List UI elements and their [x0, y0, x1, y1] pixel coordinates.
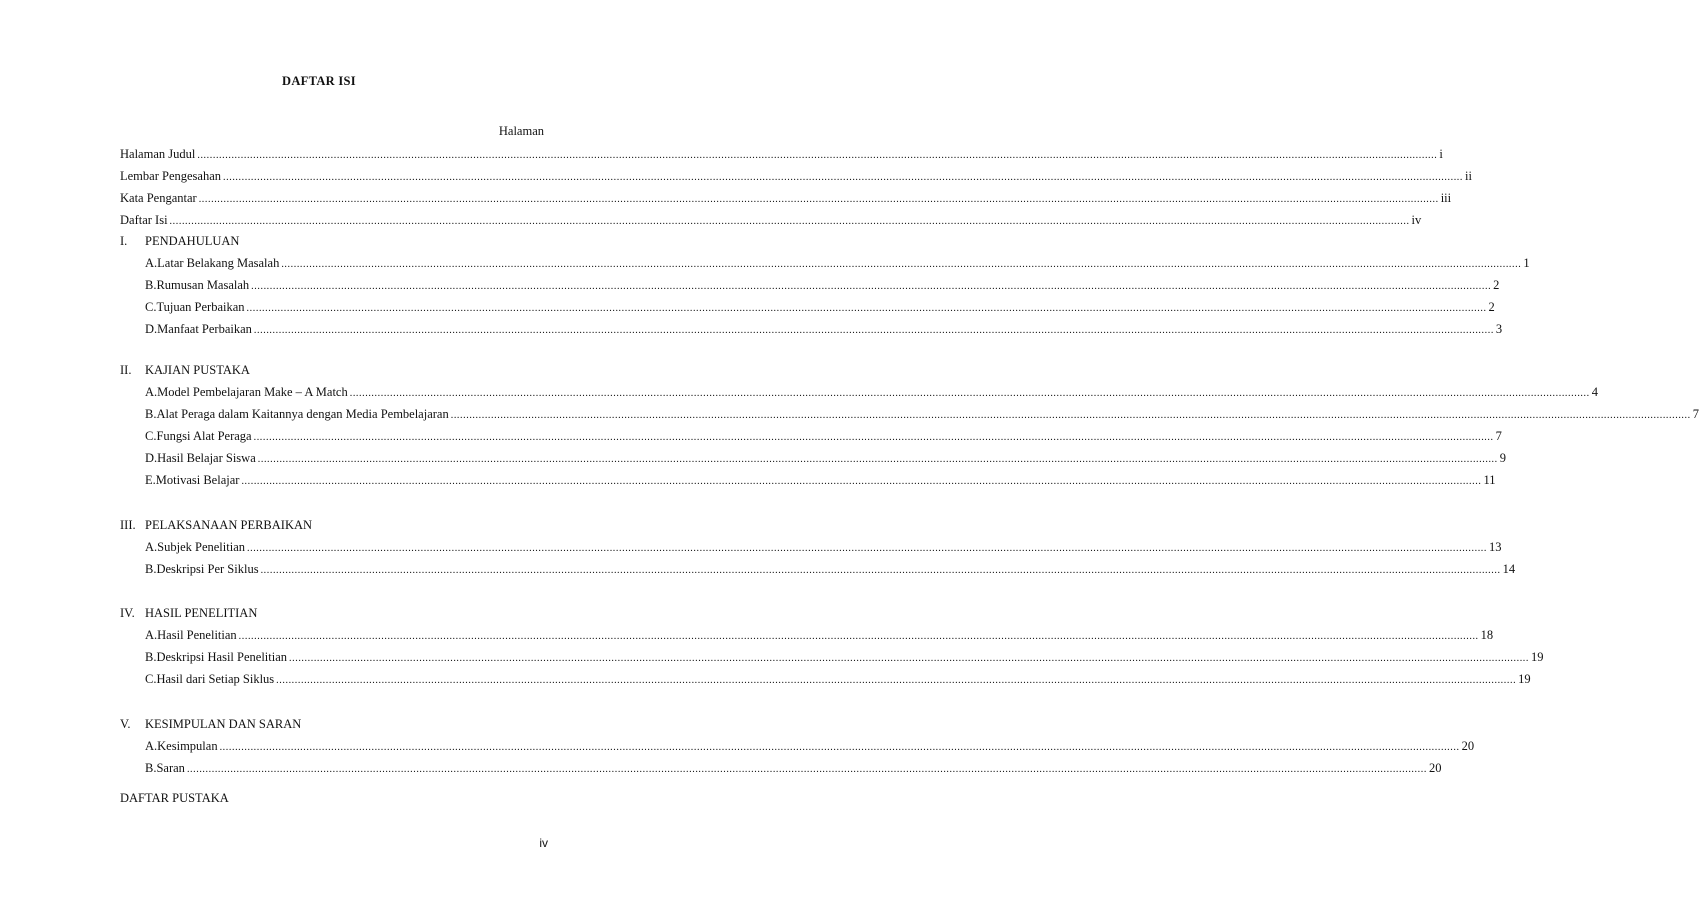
chapter-number: I.: [120, 234, 128, 248]
toc-entry: [145, 561, 1516, 577]
toc-entry-page: 2: [1488, 300, 1495, 314]
toc-entry-label: Tujuan Perbaikan: [156, 300, 245, 314]
toc-entry: [145, 671, 1531, 687]
dot-leader: ................................................................................................................................................................................................................................................................................................................................................................................................................: [198, 194, 1439, 205]
chapter-heading: [120, 233, 239, 249]
toc-entry-page: 1: [1523, 256, 1530, 270]
toc-entry: [145, 384, 1598, 400]
toc-entry-page: 9: [1499, 451, 1506, 465]
dot-leader: ................................................................................................................................................................................................................................................................................................................................................................................................................: [219, 742, 1460, 753]
toc-entry: [145, 450, 1506, 466]
page-title: DAFTAR ISI: [282, 74, 356, 88]
toc-entry-page: 4: [1591, 385, 1598, 399]
dot-leader: ................................................................................................................................................................................................................................................................................................................................................................................................................: [260, 565, 1501, 576]
toc-entry-page: 7: [1495, 429, 1502, 443]
toc-entry-label: Daftar Isi: [120, 213, 168, 227]
toc-entry-page: iv: [1411, 213, 1422, 227]
dot-leader: ................................................................................................................................................................................................................................................................................................................................................................................................................: [289, 653, 1530, 664]
toc-entry: [145, 299, 1495, 315]
toc-entry-letter: B.: [145, 562, 157, 576]
toc-entry-label: Saran: [156, 761, 185, 775]
toc-entry-letter: C.: [145, 429, 157, 443]
dot-leader: ................................................................................................................................................................................................................................................................................................................................................................................................................: [238, 631, 1479, 642]
toc-entry: [145, 406, 1699, 422]
halaman-column-label: Halaman: [498, 124, 544, 138]
toc-entry-page: 20: [1428, 761, 1442, 775]
toc-entry: [120, 168, 1472, 184]
toc-entry-label: Hasil Penelitian: [157, 628, 237, 642]
chapter-heading: [120, 517, 312, 533]
toc-entry-letter: A.: [145, 540, 158, 554]
chapter-title: PELAKSANAAN PERBAIKAN: [145, 518, 313, 532]
chapter-number: III.: [120, 518, 136, 532]
toc-entry: [145, 738, 1475, 754]
toc-entry-page: i: [1439, 147, 1443, 161]
toc-entry-page: 7: [1692, 407, 1699, 421]
dot-leader: ................................................................................................................................................................................................................................................................................................................................................................................................................: [253, 325, 1494, 336]
toc-entry-label: Motivasi Belajar: [155, 473, 240, 487]
dot-leader: ................................................................................................................................................................................................................................................................................................................................................................................................................: [450, 410, 1691, 421]
dot-leader: ................................................................................................................................................................................................................................................................................................................................................................................................................: [197, 150, 1438, 161]
toc-entry-label: Hasil dari Setiap Siklus: [156, 672, 275, 686]
toc-entry-page: ii: [1465, 169, 1472, 183]
toc-entry-label: Alat Peraga dalam Kaitannya dengan Media Pembelajaran: [156, 407, 449, 421]
dot-leader: ................................................................................................................................................................................................................................................................................................................................................................................................................: [186, 764, 1427, 775]
dot-leader: ................................................................................................................................................................................................................................................................................................................................................................................................................: [253, 432, 1494, 443]
toc-entry: [145, 255, 1530, 271]
toc-entry-label: Manfaat Perbaikan: [157, 322, 252, 336]
toc-entry-page: 13: [1489, 540, 1502, 554]
toc-entry: [145, 321, 1503, 337]
toc-entry: [145, 627, 1494, 643]
toc-entry: [145, 649, 1544, 665]
toc-entry-page: 18: [1480, 628, 1494, 642]
toc-entry-label: Deskripsi Hasil Penelitian: [156, 650, 288, 664]
toc-entry-letter: A.: [145, 739, 158, 753]
toc-entry-letter: A.: [145, 385, 158, 399]
toc-entry-letter: D.: [145, 322, 158, 336]
toc-entry-letter: B.: [145, 761, 157, 775]
toc-entry-page: 19: [1531, 650, 1544, 664]
toc-entry-label: Lembar Pengesahan: [120, 169, 222, 183]
chapter-number: V.: [120, 717, 131, 731]
toc-entry-page: iii: [1440, 191, 1452, 205]
toc-entry: [145, 277, 1500, 293]
toc-entry-label: Rumusan Masalah: [156, 278, 250, 292]
toc-entry-page: 14: [1502, 562, 1516, 576]
toc-entry-label: Latar Belakang Masalah: [157, 256, 280, 270]
chapter-heading: [120, 605, 257, 621]
dot-leader: ................................................................................................................................................................................................................................................................................................................................................................................................................: [246, 303, 1487, 314]
chapter-heading: [120, 716, 301, 732]
toc-entry-letter: B.: [145, 407, 157, 421]
toc-entry: [120, 146, 1443, 162]
chapter-title: PENDAHULUAN: [145, 234, 240, 248]
toc-entry: [120, 190, 1452, 206]
toc-entry-letter: A.: [145, 256, 158, 270]
toc-entry-page: 19: [1518, 672, 1531, 686]
toc-entry-letter: D.: [145, 451, 158, 465]
dot-leader: ................................................................................................................................................................................................................................................................................................................................................................................................................: [349, 388, 1590, 399]
toc-entry: [145, 539, 1502, 555]
daftar-pustaka-heading: DAFTAR PUSTAKA: [120, 791, 229, 805]
dot-leader: ................................................................................................................................................................................................................................................................................................................................................................................................................: [247, 543, 1487, 554]
dot-leader: ................................................................................................................................................................................................................................................................................................................................................................................................................: [276, 675, 1517, 686]
toc-entry-label: Deskripsi Per Siklus: [156, 562, 259, 576]
dot-leader: ................................................................................................................................................................................................................................................................................................................................................................................................................: [251, 281, 1492, 292]
toc-entry-label: Subjek Penelitian: [157, 540, 245, 554]
toc-entry-letter: A.: [145, 628, 158, 642]
toc-entry-letter: B.: [145, 650, 157, 664]
chapter-number: IV.: [120, 606, 135, 620]
toc-entry: [145, 760, 1442, 776]
dot-leader: ................................................................................................................................................................................................................................................................................................................................................................................................................: [241, 476, 1482, 487]
chapter-heading: [120, 362, 250, 378]
toc-entry: [145, 472, 1496, 488]
toc-entry-label: Halaman Judul: [120, 147, 196, 161]
toc-entry-letter: C.: [145, 300, 157, 314]
toc-entry-page: 11: [1483, 473, 1496, 487]
toc-entry-page: 2: [1493, 278, 1500, 292]
page-number: iv: [539, 836, 548, 850]
toc-entry-letter: E.: [145, 473, 156, 487]
toc-entry: [145, 428, 1502, 444]
toc-entry-label: Fungsi Alat Peraga: [156, 429, 252, 443]
toc-entry-page: 20: [1461, 739, 1475, 753]
dot-leader: ................................................................................................................................................................................................................................................................................................................................................................................................................: [257, 454, 1498, 465]
dot-leader: ................................................................................................................................................................................................................................................................................................................................................................................................................: [223, 172, 1464, 183]
chapter-title: KESIMPULAN DAN SARAN: [145, 717, 302, 731]
toc-entry-label: Hasil Belajar Siswa: [157, 451, 256, 465]
chapter-title: HASIL PENELITIAN: [145, 606, 258, 620]
chapter-number: II.: [120, 363, 132, 377]
chapter-title: KAJIAN PUSTAKA: [145, 363, 250, 377]
toc-entry: [120, 212, 1422, 228]
dot-leader: ................................................................................................................................................................................................................................................................................................................................................................................................................: [169, 216, 1410, 227]
dot-leader: ................................................................................................................................................................................................................................................................................................................................................................................................................: [281, 259, 1522, 270]
toc-entry-letter: B.: [145, 278, 157, 292]
toc-entry-label: Kesimpulan: [157, 739, 218, 753]
toc-entry-label: Kata Pengantar: [120, 191, 197, 205]
toc-entry-label: Model Pembelajaran Make – A Match: [157, 385, 348, 399]
toc-entry-page: 3: [1495, 322, 1503, 336]
toc-entry-letter: C.: [145, 672, 157, 686]
